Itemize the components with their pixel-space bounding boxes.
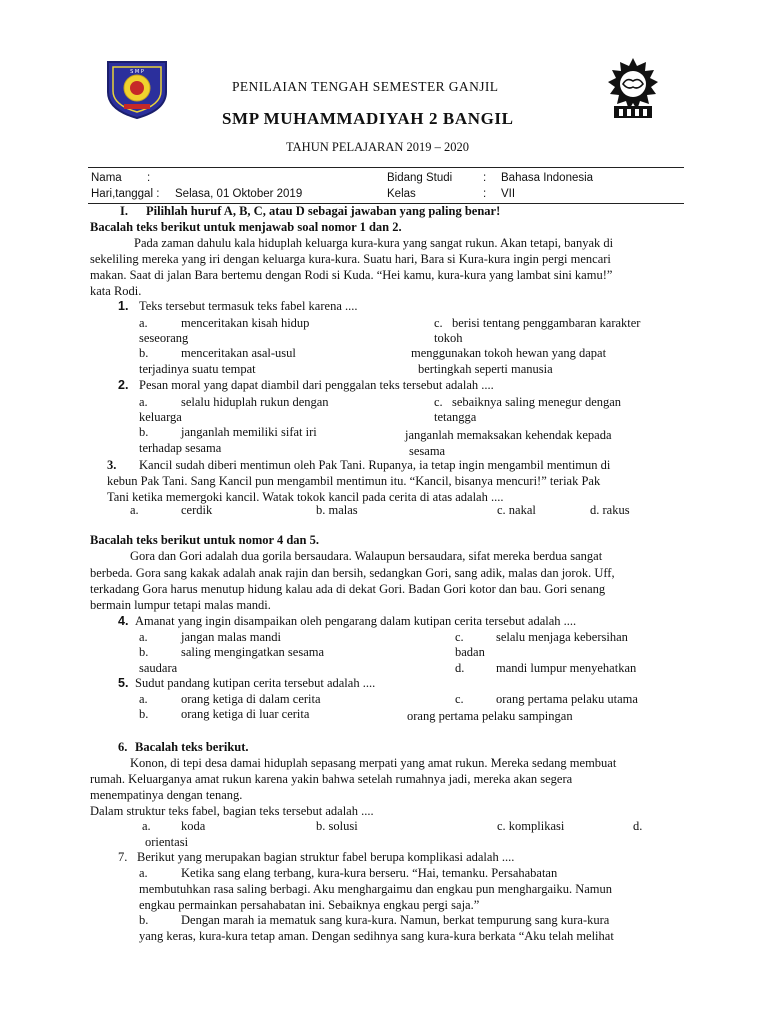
q5-option-a: orang ketiga di dalam cerita (181, 692, 321, 706)
section-instruction: Pilihlah huruf A, B, C, atau D sebagai jawaban yang paling benar! (146, 204, 501, 218)
text1-line: kata Rodi. (90, 284, 142, 298)
q5-option-b-letter: b. (139, 707, 149, 721)
text1-heading: Bacalah teks berikut untuk menjawab soal nomor 1 dan 2. (90, 220, 402, 234)
text1-line: Pada zaman dahulu kala hiduplah keluarga kura-kura yang sangat rukun. Akan tetapi, banyak di (134, 236, 614, 250)
bidang-value: Bahasa Indonesia (501, 172, 594, 184)
q3-option-a-letter: a. (130, 503, 139, 517)
q5-option-a-letter: a. (139, 692, 148, 706)
q3-option-a: cerdik (181, 503, 213, 517)
q4-option-b: saling mengingatkan sesama (181, 645, 325, 659)
q6-heading: Bacalah teks berikut. (135, 740, 249, 754)
q3-number: 3. (107, 458, 117, 472)
q6-option-a-letter: a. (142, 819, 151, 833)
text2-heading: Bacalah teks berikut untuk nomor 4 dan 5. (90, 533, 319, 547)
bidang-colon: : (483, 172, 487, 184)
q1-option-a-cont: seseorang (139, 331, 189, 345)
q4-option-c-cont: badan (455, 645, 485, 659)
q5-option-b: orang ketiga di luar cerita (181, 707, 310, 721)
q7-option-b: Dengan marah ia mematuk sang kura-kura. Namun, berkat tempurung sang kura-kura (181, 913, 610, 927)
q7-option-b-letter: b. (139, 913, 149, 927)
q6-line: Dalam struktur teks fabel, bagian teks tersebut adalah .... (90, 804, 374, 818)
q1-option-a: menceritakan kisah hidup (181, 316, 310, 330)
q5-option-c-letter: c. (455, 692, 464, 706)
q2-option-c: sebaiknya saling menegur dengan (452, 395, 622, 409)
muhammadiyah-emblem (600, 56, 666, 122)
q7-option-a-cont: engkau permainkan persahabatan ini. Sebaiknya engkau pergi saja.” (139, 898, 480, 912)
q5-option-d: orang pertama pelaku sampingan (407, 709, 573, 723)
q5-number: 5. (118, 676, 129, 690)
text1-line: makan. Saat di jalan Bara bertemu dengan Rodi si Kuda. “Hei kamu, kura-kura yang lambat sini kamu!” (90, 268, 613, 282)
nama-label: Nama (91, 172, 122, 184)
q7-question: Berikut yang merupakan bagian struktur fabel berupa komplikasi adalah .... (137, 850, 515, 864)
text2-line: Gora dan Gori adalah dua gorila bersaudara. Walaupun bersaudara, sifat mereka berdua sangat (130, 549, 603, 563)
q1-option-b: menceritakan asal-usul (181, 346, 296, 360)
section-number: I. (120, 204, 128, 218)
q5-option-c: orang pertama pelaku utama (496, 692, 638, 706)
q2-option-b-cont: terhadap sesama (139, 441, 222, 455)
q4-option-d: mandi lumpur menyehatkan (496, 661, 637, 675)
q1-option-b-cont: terjadinya suatu tempat (139, 362, 256, 376)
text2-line: terkadang Gora harus menutup hidung kalau ada di dekat Gori. Badan Gori kotor dan bau. Gori senang (90, 582, 606, 596)
info-top-rule (88, 167, 684, 168)
q2-option-b-letter: b. (139, 425, 149, 439)
q4-option-a-letter: a. (139, 630, 148, 644)
q2-number: 2. (118, 378, 129, 392)
q1-option-c-letter: c. (434, 316, 443, 330)
q4-option-c-letter: c. (455, 630, 464, 644)
exam-title: PENILAIAN TENGAH SEMESTER GANJIL (232, 79, 499, 94)
q6-option-d-letter: d. (633, 819, 643, 833)
school-logo (102, 58, 172, 120)
q4-option-b-letter: b. (139, 645, 149, 659)
q4-question: Amanat yang ingin disampaikan oleh pengarang dalam kutipan cerita tersebut adalah .... (135, 614, 577, 628)
q1-question: Teks tersebut termasuk teks fabel karena .... (139, 299, 358, 313)
q6-line: Konon, di tepi desa damai hiduplah sepasang merpati yang amat rukun. Mereka sedang membuat (130, 756, 617, 770)
q2-option-d: janganlah memaksakan kehendak kepada (405, 428, 612, 442)
q6-number: 6. (118, 740, 128, 754)
q3-line: Kancil sudah diberi mentimun oleh Pak Tani. Rupanya, ia tetap ingin mengambil mentimun di (139, 458, 611, 472)
q2-option-c-cont: tetangga (434, 410, 477, 424)
q1-number: 1. (118, 299, 129, 313)
q6-option-b: b. solusi (316, 819, 358, 833)
text2-line: berbeda. Gora sang kakak adalah anak rajin dan bersih, sedangkan Gori, sang adik, malas dan jorok. Uff, (90, 566, 615, 580)
kelas-label: Kelas (387, 188, 416, 200)
q1-option-b-letter: b. (139, 346, 149, 360)
q6-line: menempatinya dengan tenang. (90, 788, 243, 802)
q2-question: Pesan moral yang dapat diambil dari penggalan teks tersebut adalah .... (139, 378, 494, 392)
q2-option-a: selalu hiduplah rukun dengan (181, 395, 329, 409)
q4-option-b-cont: saudara (139, 661, 178, 675)
school-name: SMP MUHAMMADIYAH 2 BANGIL (222, 109, 514, 128)
q2-option-c-letter: c. (434, 395, 443, 409)
q4-option-d-letter: d. (455, 661, 465, 675)
q2-option-d-cont: sesama (409, 444, 446, 458)
q4-option-c: selalu menjaga kebersihan (496, 630, 628, 644)
q7-option-a-cont: membutuhkan rasa saling berbagi. Aku menghargaimu dan engkau pun menghargaiku. Namun (139, 882, 613, 896)
academic-year: TAHUN PELAJARAN 2019 – 2020 (286, 140, 470, 154)
kelas-colon: : (483, 188, 487, 200)
q6-line: rumah. Keluarganya amat rukun karena yakin bahwa setelah rumahnya jadi, mereka akan segera (90, 772, 573, 786)
q6-option-a: koda (181, 819, 206, 833)
q3-option-c: c. nakal (497, 503, 536, 517)
q1-option-c-cont: tokoh (434, 331, 463, 345)
q4-number: 4. (118, 614, 129, 628)
q3-option-b: b. malas (316, 503, 358, 517)
text2-line: bermain lumpur tetapi malas mandi. (90, 598, 271, 612)
hari-label: Hari,tanggal : (91, 188, 160, 200)
q1-option-a-letter: a. (139, 316, 148, 330)
q3-option-d: d. rakus (590, 503, 630, 517)
kelas-value: VII (501, 188, 516, 200)
q1-option-c: berisi tentang penggambaran karakter (452, 316, 641, 330)
q3-line: Tani ketika memergoki kancil. Watak tokok kancil pada cerita di atas adalah .... (107, 490, 504, 504)
q7-option-a: Ketika sang elang terbang, kura-kura berseru. “Hai, temanku. Persahabatan (181, 866, 558, 880)
q4-option-a: jangan malas mandi (181, 630, 281, 644)
text1-line: sekeliling mereka yang iri dengan keluarga kura-kura. Suatu hari, Bara si Kura-kura ingin pergi mencari (90, 252, 611, 266)
q3-line: kebun Pak Tani. Sang Kancil pun mengambil mentimun itu. “Kancil, bisanya mencuri!” teriak Pak (107, 474, 601, 488)
q7-option-b-cont: yang keras, kura-kura tetap aman. Dengan sedihnya sang kura-kura berkata “Aku telah melihat (139, 929, 614, 943)
q6-option-c: c. komplikasi (497, 819, 565, 833)
q7-option-a-letter: a. (139, 866, 148, 880)
q2-option-a-letter: a. (139, 395, 148, 409)
nama-colon: : (147, 172, 151, 184)
q2-option-b: janganlah memiliki sifat iri (181, 425, 317, 439)
q1-option-d-cont: bertingkah seperti manusia (418, 362, 553, 376)
bidang-label: Bidang Studi (387, 172, 453, 184)
svg-text:S M P: S M P (130, 69, 144, 75)
q5-question: Sudut pandang kutipan cerita tersebut adalah .... (135, 676, 376, 690)
q7-number: 7. (118, 850, 128, 864)
hari-value: Selasa, 01 Oktober 2019 (175, 188, 303, 200)
q6-option-d: orientasi (145, 835, 189, 849)
q1-option-d: menggunakan tokoh hewan yang dapat (411, 346, 607, 360)
q2-option-a-cont: keluarga (139, 410, 182, 424)
